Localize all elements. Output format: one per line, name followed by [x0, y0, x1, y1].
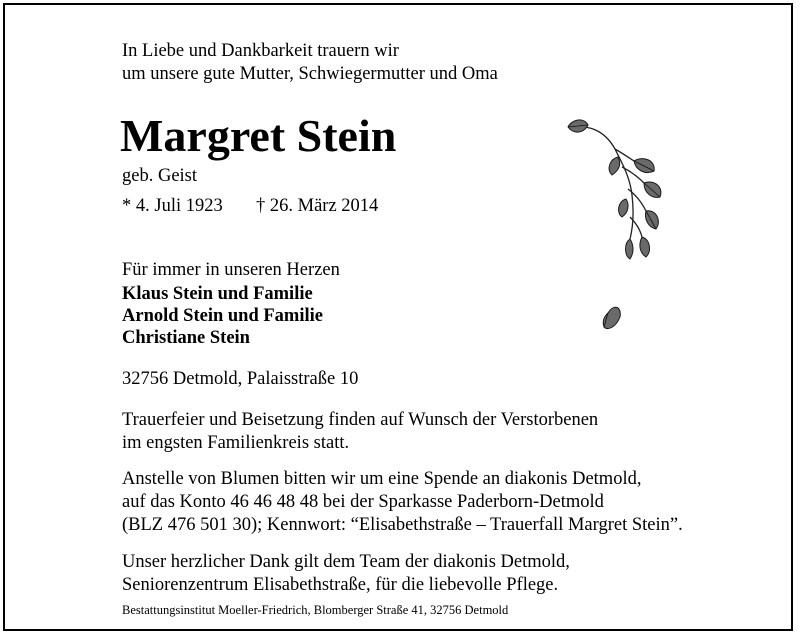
donation-line-1: Anstelle von Blumen bitten wir um eine Spende an diakonis Detmold,: [122, 469, 642, 489]
donation-line-3: (BLZ 476 501 30); Kennwort: “Elisabethstraße – Trauerfall Margret Stein”.: [122, 515, 683, 535]
intro-line-2: um unsere gute Mutter, Schwiegermutter und Oma: [122, 64, 498, 84]
funeral-home-footer: Bestattungsinstitut Moeller-Friedrich, Blomberger Straße 41, 32756 Detmold: [122, 603, 509, 617]
donation-line-2: auf das Konto 46 46 48 48 bei der Sparkasse Paderborn-Detmold: [122, 492, 604, 512]
maiden-name: geb. Geist: [122, 166, 198, 186]
death-date: † 26. März 2014: [256, 196, 379, 216]
mourner-name: Christiane Stein: [122, 328, 250, 348]
mourner-name: Klaus Stein und Familie: [122, 284, 313, 304]
mourner-name: Arnold Stein und Familie: [122, 306, 323, 326]
mourners-heading: Für immer in unseren Herzen: [122, 260, 340, 280]
birth-date: * 4. Juli 1923: [122, 196, 223, 216]
thanks-line-2: Seniorenzentrum Elisabethstraße, für die liebevolle Pflege.: [122, 575, 559, 595]
thanks-line-1: Unser herzlicher Dank gilt dem Team der diakonis Detmold,: [122, 552, 570, 572]
funeral-line-2: im engsten Familienkreis statt.: [122, 433, 350, 453]
deceased-name: Margret Stein: [120, 110, 397, 161]
family-address: 32756 Detmold, Palaisstraße 10: [122, 369, 359, 389]
obituary-notice: [3, 3, 793, 631]
birch-leaves-icon: [560, 117, 680, 347]
intro-line-1: In Liebe und Dankbarkeit trauern wir: [122, 41, 399, 61]
funeral-line-1: Trauerfeier und Beisetzung finden auf Wunsch der Verstorbenen: [122, 410, 599, 430]
